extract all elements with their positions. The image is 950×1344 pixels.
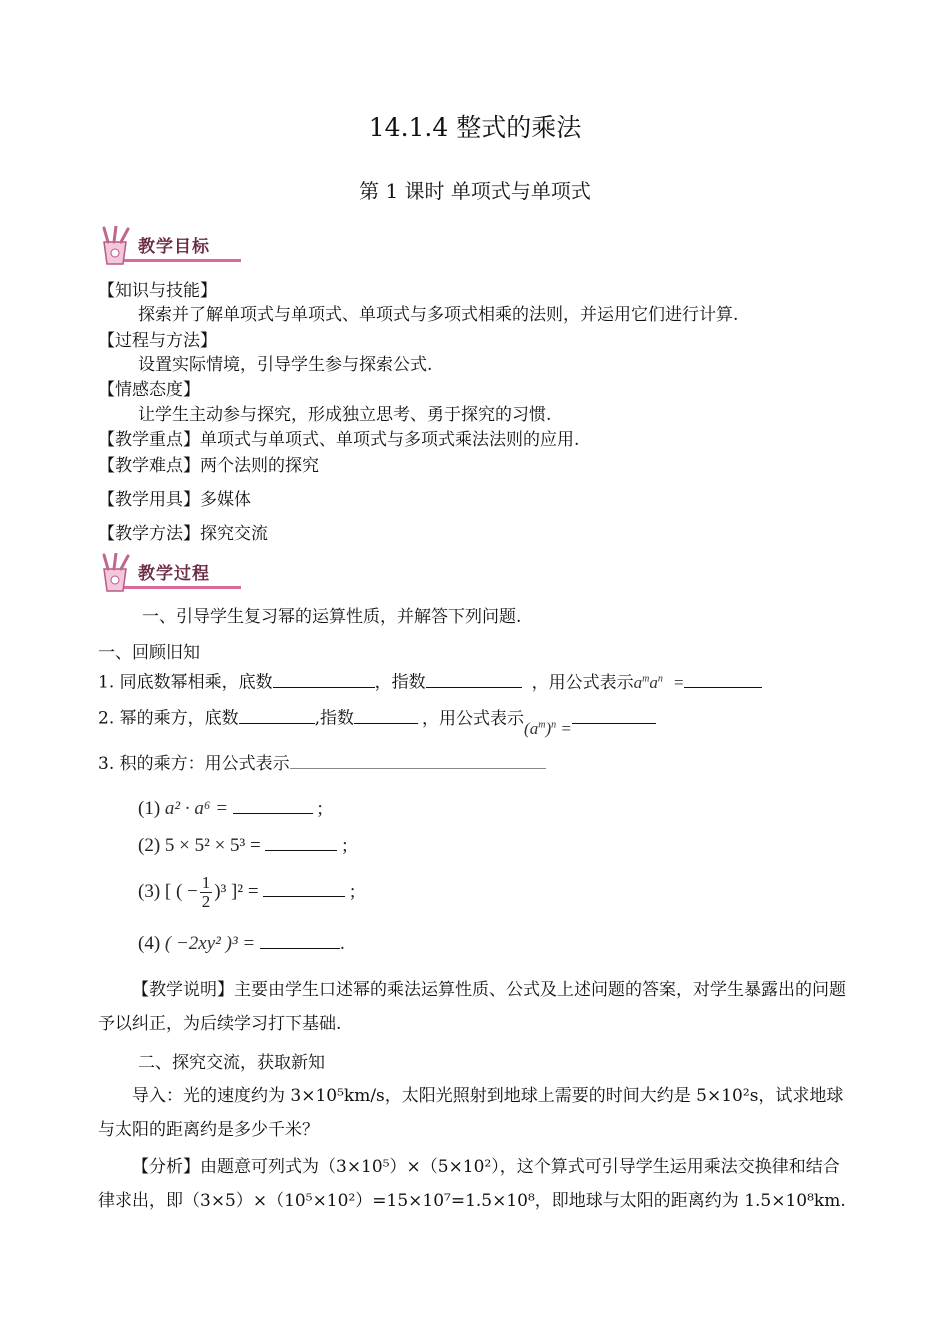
emotion-text: 让学生主动参与探究，形成独立思考、勇于探究的习惯.	[138, 405, 552, 425]
lesson-subtitle: 第 1 课时 单项式与单项式	[359, 179, 591, 203]
answer-blank[interactable]	[290, 752, 546, 769]
answer-blank[interactable]	[239, 707, 315, 724]
answer-blank[interactable]	[684, 671, 762, 688]
analysis: 【分析】由题意可列式为（3×10⁵）×（5×10²），这个算式可引导学生运用乘法交换律和结合律求出，即（3×5）×（10⁵×10²）=15×10⁷=1.5×10⁸，即地球与太阳的距离约为 1.5×10⁸km.	[98, 1157, 846, 1211]
page-title: 14.1.4 整式的乘法	[368, 113, 582, 142]
review-heading: 一、回顾旧知	[98, 643, 200, 663]
teaching-note: 【教学说明】主要由学生口述幂的乘法运算性质、公式及上述问题的答案，对学生暴露出的问题予以纠正，为后续学习打下基础.	[98, 980, 846, 1034]
knowledge-heading: 【知识与技能】	[98, 281, 217, 301]
badge-underline	[124, 259, 241, 262]
exercise-3: (3) [ ( − $\frac{1}{2}$ )³ ]² = ;	[138, 873, 356, 911]
process-method-text: 设置实际情境，引导学生参与探索公式.	[138, 355, 433, 375]
difficulty: 【教学难点】两个法则的探究	[98, 456, 319, 476]
teaching-goals-label: 教学目标	[138, 237, 210, 257]
answer-blank[interactable]	[233, 797, 313, 814]
answer-blank[interactable]	[260, 932, 340, 949]
answer-blank[interactable]	[273, 671, 375, 688]
teaching-process-badge	[96, 553, 246, 597]
key-point: 【教学重点】单项式与单项式、单项式与多项式乘法法则的应用.	[98, 430, 580, 450]
exercise-4: (4) ( −2xy² )³ = .	[138, 933, 345, 954]
process-method-heading: 【过程与方法】	[98, 331, 217, 351]
answer-blank[interactable]	[572, 707, 656, 724]
intro-line: 一、引导学生复习幂的运算性质，并解答下列问题.	[142, 607, 522, 627]
formula-am-an: $a^ma^n$	[633, 672, 663, 692]
answer-blank[interactable]	[265, 834, 337, 851]
question-3: 3. 积的乘方：用公式表示	[98, 752, 546, 775]
teaching-process-label: 教学过程	[138, 564, 210, 584]
teaching-method: 【教学方法】探究交流	[98, 524, 268, 544]
badge-underline	[124, 586, 241, 589]
lead-question: 导入：光的速度约为 3×10⁵km/s，太阳光照射到地球上需要的时间大约是 5×10²s，试求地球与太阳的距离约是多少千米？	[98, 1086, 844, 1140]
question-1: 1. 同底数幂相乘，底数 ，指数 ，用公式表示$a^ma^n$ =	[98, 668, 762, 694]
teaching-goals-badge	[96, 226, 246, 270]
answer-blank[interactable]	[426, 671, 522, 688]
explore-heading: 二、探究交流，获取新知	[138, 1053, 325, 1073]
answer-blank[interactable]	[354, 707, 418, 724]
formula-am-power-n: $(a^m)^n$ =	[524, 718, 572, 738]
emotion-heading: 【情感态度】	[98, 380, 200, 400]
knowledge-text: 探索并了解单项式与单项式、单项式与多项式相乘的法则，并运用它们进行计算.	[138, 305, 739, 325]
exercise-2: (2) 5 × 5² × 5³ = ;	[138, 835, 348, 856]
answer-blank[interactable]	[263, 880, 345, 897]
fraction-one-half: $\frac{1}{2}$	[201, 873, 211, 911]
teaching-tools: 【教学用具】多媒体	[98, 490, 251, 510]
question-2: 2. 幂的乘方，底数 ,指数 ，用公式表示$(a^m)^n$ =	[98, 704, 656, 730]
exercise-1: (1) a² · a⁶ = ;	[138, 798, 323, 819]
